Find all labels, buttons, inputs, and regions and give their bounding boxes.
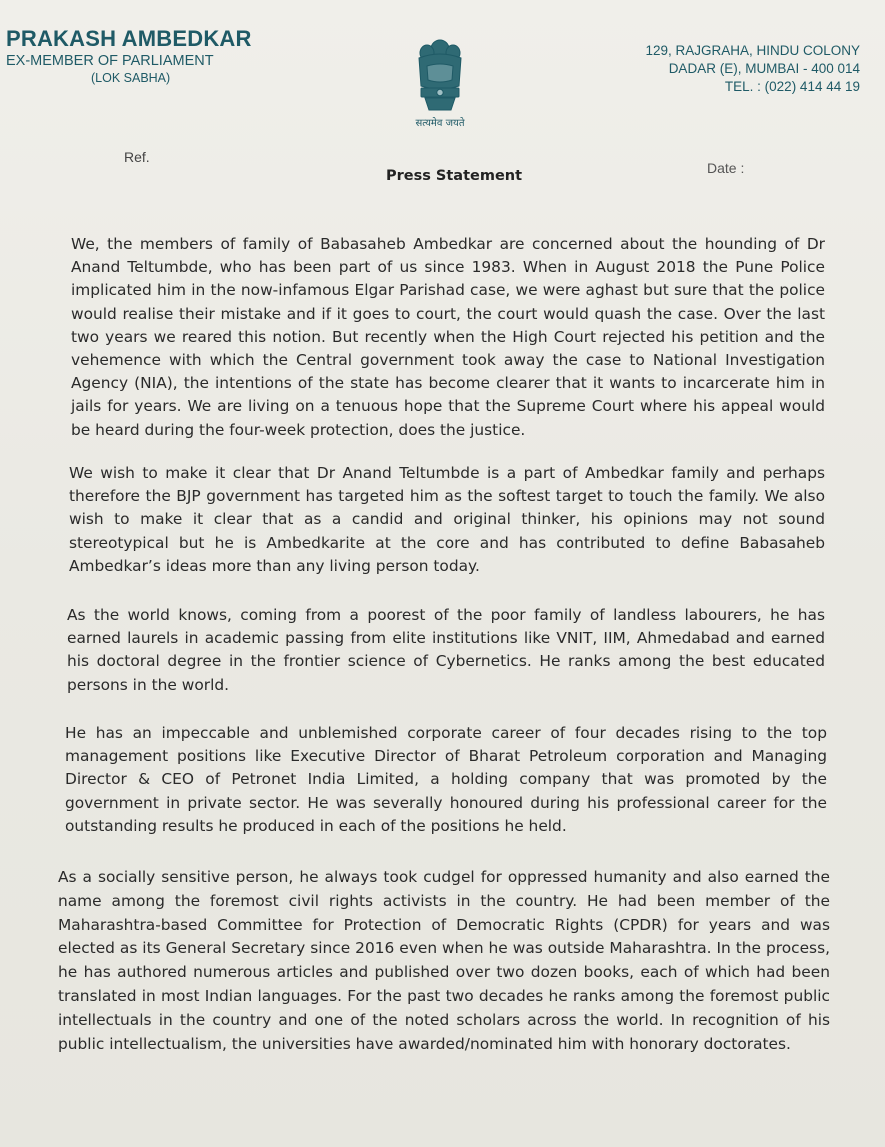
paragraph: We, the members of family of Babasaheb Ambedkar are concerned about the hounding of Dr Anand Teltumbde, who has been part of us since 1983. When in August 2018 the Pune Police implicated him in the now-infamous Elgar Parishad case, we were aghast but sure that the police would realise their mistake and if it goes to court, the court would quash the case. Over the last two years we reared this notion. But recently when the High Court rejected his petition and the vehemence with which the Central government took away the case to National Investigation Agency (NIA), the intentions of the state has become clearer that it wants to incarcerate him in jails for years. We are living on a tenuous hope that the Supreme Court where his appeal would be heard during the four-week protection, does the justice. — [71, 235, 825, 439]
paragraph: As a socially sensitive person, he always took cudgel for oppressed humanity and also earned the name among the foremost civil rights activists in the country. He had been member of the Maharashtra-based Committee for Protection of Democratic Rights (CPDR) for years and was elected as its General Secretary since 2016 even when he was outside Maharashtra. In the process, he has authored numerous articles and published over two dozen books, each of which had been translated in most Indian languages. For the past two decades he ranks among the foremost public intellectuals in the country and one of the noted scholars across the world. In recognition of his public intellectualism, the universities have awarded/nominated him with honorary doctorates. — [58, 868, 830, 1053]
address-line-1: 129, RAJGRAHA, HINDU COLONY — [645, 43, 860, 58]
emblem-motto: सत्यमेव जयते — [415, 118, 465, 129]
letterhead-address — [645, 42, 860, 96]
paragraph: We wish to make it clear that Dr Anand Teltumbde is a part of Ambedkar family and perhaps therefore the BJP government has targeted him as the softest target to touch the family. We also wish to make it clear that as a candid and original thinker, his opinions may not sound stereotypical but he is Ambedkarite at the core and has contributed to define Babasaheb Ambedkar’s ideas more than any living person today. — [69, 464, 825, 575]
date-label: Date : — [707, 160, 745, 176]
paragraph: He has an impeccable and unblemished corporate career of four decades rising to the top management positions like Executive Director of Bharat Petroleum corporation and Managing Director & CEO of Petronet India Limited, a holding company that was promoted by the government in private sector. He was severally honoured during his professional career for the outstanding results he produced in each of the positions he held. — [65, 724, 827, 835]
paragraph: As the world knows, coming from a poorest of the poor family of landless labourers, he has earned laurels in academic passing from elite institutions like VNIT, IIM, Ahmedabad and earned his doctoral degree in the frontier science of Cybernetics. He ranks among the best educated persons in the world. — [67, 606, 825, 694]
document-title: Press Statement — [386, 168, 523, 184]
address-line-2: DADAR (E), MUMBAI - 400 014 — [668, 61, 860, 76]
ref-label: Ref. — [124, 149, 150, 165]
letterhead-name: PRAKASH AMBEDKAR — [6, 26, 252, 51]
letterhead-designation: EX-MEMBER OF PARLIAMENT — [6, 53, 214, 69]
telephone: TEL. : (022) 414 44 19 — [724, 79, 860, 94]
letterhead-house: (LOK SABHA) — [91, 71, 171, 85]
